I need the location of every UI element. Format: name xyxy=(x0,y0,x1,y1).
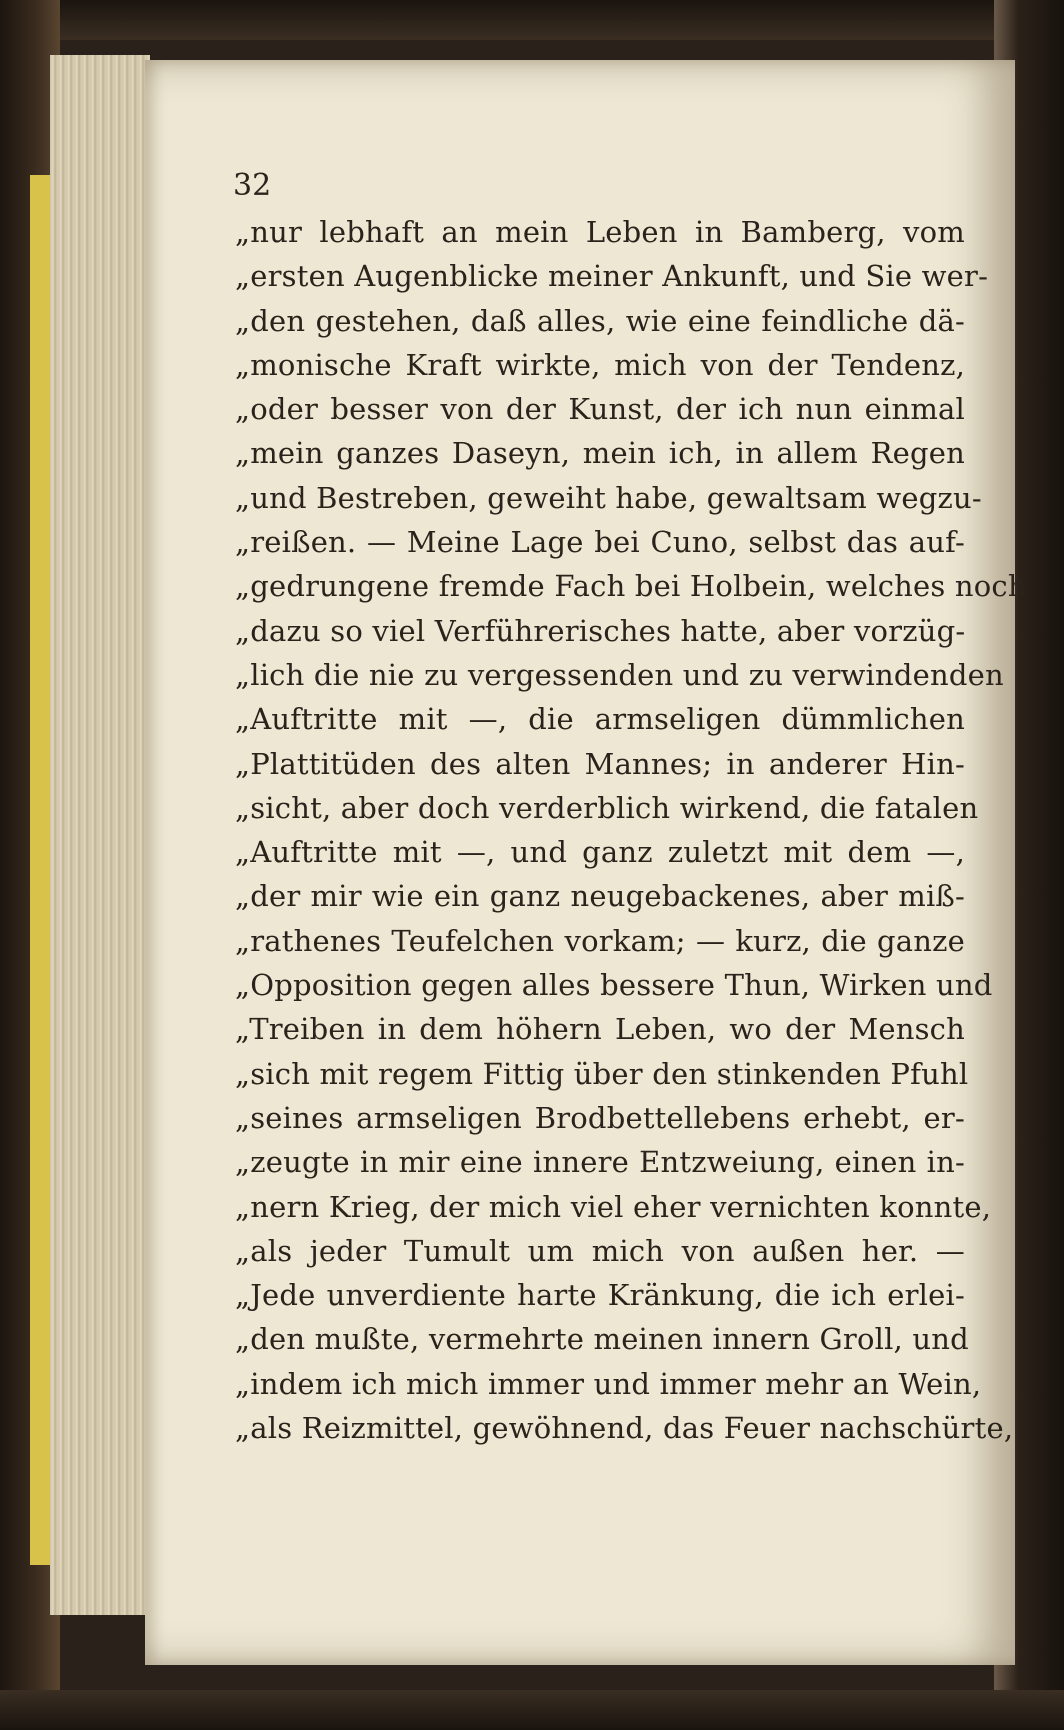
book-cover-bottom xyxy=(0,1690,1064,1730)
text-line: „monische Kraft wirkte, mich von der Tendenz, xyxy=(235,347,965,382)
text-line: „Auftritte mit —, die armseligen dümmlichen xyxy=(235,702,965,737)
text-line: „sich mit regem Fittig über den stinkenden Pfuhl xyxy=(235,1056,969,1091)
text-line: „nern Krieg, der mich viel eher vernichten konnte, xyxy=(235,1189,992,1224)
text-line: „rathenes Teufelchen vorkam; — kurz, die ganze xyxy=(235,923,965,958)
text-line: „den gestehen, daß alles, wie eine feindliche dä- xyxy=(235,303,965,338)
text-line: „seines armseligen Brodbettellebens erhebt, er- xyxy=(235,1100,965,1135)
text-line: „indem ich mich immer und immer mehr an Wein, xyxy=(235,1366,982,1401)
text-line: „Opposition gegen alles bessere Thun, Wirken und xyxy=(235,968,993,1003)
page-number: 32 xyxy=(233,168,272,203)
text-line: „Auftritte mit —, und ganz zuletzt mit dem —, xyxy=(235,835,965,870)
text-line: „dazu so viel Verführerisches hatte, aber vorzüg- xyxy=(235,613,966,648)
text-line: „ersten Augenblicke meiner Ankunft, und Sie wer- xyxy=(235,259,989,294)
text-line: „als jeder Tumult um mich von außen her. — xyxy=(235,1233,965,1268)
text-line: „Treiben in dem höhern Leben, wo der Mensch xyxy=(235,1012,965,1047)
book-cover-top xyxy=(0,0,1064,40)
text-line: „gedrungene fremde Fach bei Holbein, welches noch xyxy=(235,569,1027,604)
text-line: „reißen. — Meine Lage bei Cuno, selbst das auf- xyxy=(235,525,965,560)
text-line: „nur lebhaft an mein Leben in Bamberg, vom xyxy=(235,215,965,249)
text-line: „zeugte in mir eine innere Entzweiung, einen in- xyxy=(235,1145,965,1180)
text-line: „sicht, aber doch verderblich wirkend, die fatalen xyxy=(235,790,979,825)
page-text xyxy=(235,210,1027,1450)
text-line: „lich die nie zu vergessenden und zu verwindenden xyxy=(235,657,1004,692)
text-line: „als Reizmittel, gewöhnend, das Feuer nachschürte, xyxy=(235,1411,1014,1446)
book-page xyxy=(145,60,1027,1665)
text-line: „den mußte, vermehrte meinen innern Groll, und xyxy=(235,1322,969,1357)
page-edges xyxy=(50,55,150,1615)
text-line: „Jede unverdiente harte Kränkung, die ich erlei- xyxy=(235,1278,965,1313)
bookmark-strip xyxy=(30,175,52,1565)
text-line: „der mir wie ein ganz neugebackenes, aber miß- xyxy=(235,879,965,914)
text-line: „oder besser von der Kunst, der ich nun einmal xyxy=(235,392,965,427)
text-line: „und Bestreben, geweiht habe, gewaltsam wegzu- xyxy=(235,480,982,515)
text-line: „mein ganzes Daseyn, mein ich, in allem Regen xyxy=(235,436,965,471)
text-line: „Plattitüden des alten Mannes; in anderer Hin- xyxy=(235,746,965,781)
